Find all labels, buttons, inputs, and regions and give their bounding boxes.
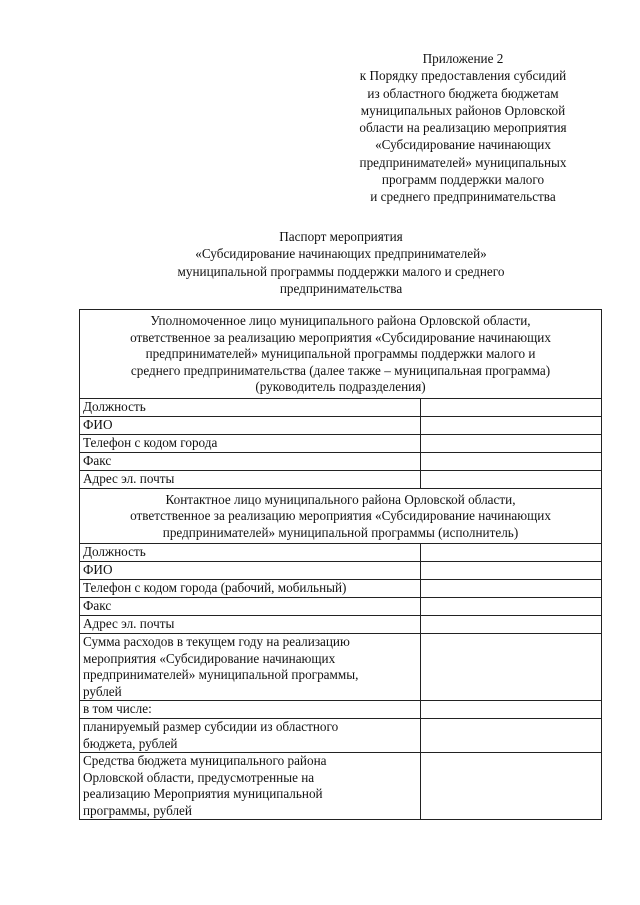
appendix-line: муниципальных районов Орловской [360, 102, 566, 118]
label-line: Орловской области, предусмотренные на [83, 769, 315, 785]
appendix-line: Приложение 2 [422, 51, 504, 66]
label-line: программы, рублей [83, 802, 192, 818]
row-label-municipal-funds [80, 753, 421, 820]
row-label-phone: Телефон с кодом города (рабочий, мобильный) [80, 580, 421, 598]
row-value-field[interactable] [421, 416, 602, 434]
row-label-position: Должность [80, 398, 421, 416]
section-header-line: (руководитель подразделения) [255, 379, 426, 394]
row-value-field[interactable] [421, 434, 602, 452]
section-header-authorized-person [80, 310, 602, 399]
row-label-fax: Факс [80, 598, 421, 616]
section-header-line: ответственное за реализацию мероприятия «Субсидирование начинающих [130, 508, 551, 523]
section-header-line: ответственное за реализацию мероприятия «Субсидирование начинающих [130, 329, 551, 345]
table-row [80, 562, 602, 580]
row-value-field[interactable] [421, 634, 602, 701]
table-row [80, 598, 602, 616]
appendix-line: к Порядку предоставления субсидий [359, 68, 567, 84]
passport-title-line: муниципальной программы поддержки малого и среднего [177, 263, 505, 279]
appendix-line: «Субсидирование начинающих [375, 137, 551, 153]
table-row-including [80, 701, 602, 719]
passport-table [79, 309, 602, 820]
appendix-line: и среднего предпринимательства [370, 189, 556, 205]
section-header-line: предпринимателей» муниципальной программы поддержки малого и [145, 346, 536, 361]
table-row [80, 470, 602, 488]
label-line: Сумма расходов в текущем году на реализацию [83, 634, 350, 649]
row-value-field[interactable] [421, 470, 602, 488]
section-header-line: Уполномоченное лицо муниципального района Орловской области, [150, 313, 531, 328]
row-label-full-name: ФИО [80, 562, 421, 580]
row-label-including: в том числе: [80, 701, 421, 719]
section-header-line: предпринимателей» муниципальной программы (исполнитель) [162, 524, 519, 540]
table-row [80, 544, 602, 562]
row-label-email: Адрес эл. почты [80, 616, 421, 634]
table-row [80, 616, 602, 634]
section-header-cell [80, 488, 602, 544]
row-value-field[interactable] [421, 598, 602, 616]
appendix-header [338, 50, 588, 206]
section-header-cell [80, 310, 602, 399]
table-row [80, 416, 602, 434]
row-value-field[interactable] [421, 719, 602, 753]
row-value-field[interactable] [421, 562, 602, 580]
row-value-field[interactable] [421, 753, 602, 820]
row-label-email: Адрес эл. почты [80, 470, 421, 488]
row-label-fax: Факс [80, 452, 421, 470]
row-value-field[interactable] [421, 701, 602, 719]
label-line: планируемый размер субсидии из областного [83, 719, 339, 734]
appendix-line: из областного бюджета бюджетам [367, 85, 559, 101]
passport-title [80, 228, 602, 297]
passport-title-line: предпринимательства [279, 280, 403, 296]
appendix-line: предпринимателей» муниципальных [359, 154, 567, 170]
row-label-subsidy [80, 719, 421, 753]
table-row [80, 452, 602, 470]
section-header-contact-person [80, 488, 602, 544]
section-header-line: среднего предпринимательства (далее также – муниципальная программа) [130, 362, 551, 378]
row-value-field[interactable] [421, 452, 602, 470]
row-value-field[interactable] [421, 616, 602, 634]
label-line: мероприятия «Субсидирование начинающих [83, 650, 336, 666]
label-line: предпринимателей» муниципальной программы, [83, 667, 359, 682]
passport-title-line: «Субсидирование начинающих предпринимателей» [195, 246, 487, 262]
appendix-line: области на реализацию мероприятия [359, 120, 567, 136]
row-value-field[interactable] [421, 580, 602, 598]
row-label-phone: Телефон с кодом города [80, 434, 421, 452]
table-row [80, 434, 602, 452]
passport-title-line: Паспорт мероприятия [279, 229, 403, 244]
row-label-full-name: ФИО [80, 416, 421, 434]
label-line: рублей [83, 683, 122, 699]
label-line: реализацию Мероприятия муниципальной [83, 786, 323, 801]
table-row-subsidy [80, 719, 602, 753]
row-label-total-expense [80, 634, 421, 701]
row-value-field[interactable] [421, 544, 602, 562]
appendix-line: программ поддержки малого [381, 172, 545, 188]
table-row [80, 580, 602, 598]
table-row-total-expense [80, 634, 602, 701]
label-line: бюджета, рублей [83, 735, 178, 751]
row-label-position: Должность [80, 544, 421, 562]
table-row [80, 398, 602, 416]
row-value-field[interactable] [421, 398, 602, 416]
table-row-municipal-funds [80, 753, 602, 820]
section-header-line: Контактное лицо муниципального района Орловской области, [165, 491, 516, 507]
label-line: Средства бюджета муниципального района [83, 753, 327, 768]
